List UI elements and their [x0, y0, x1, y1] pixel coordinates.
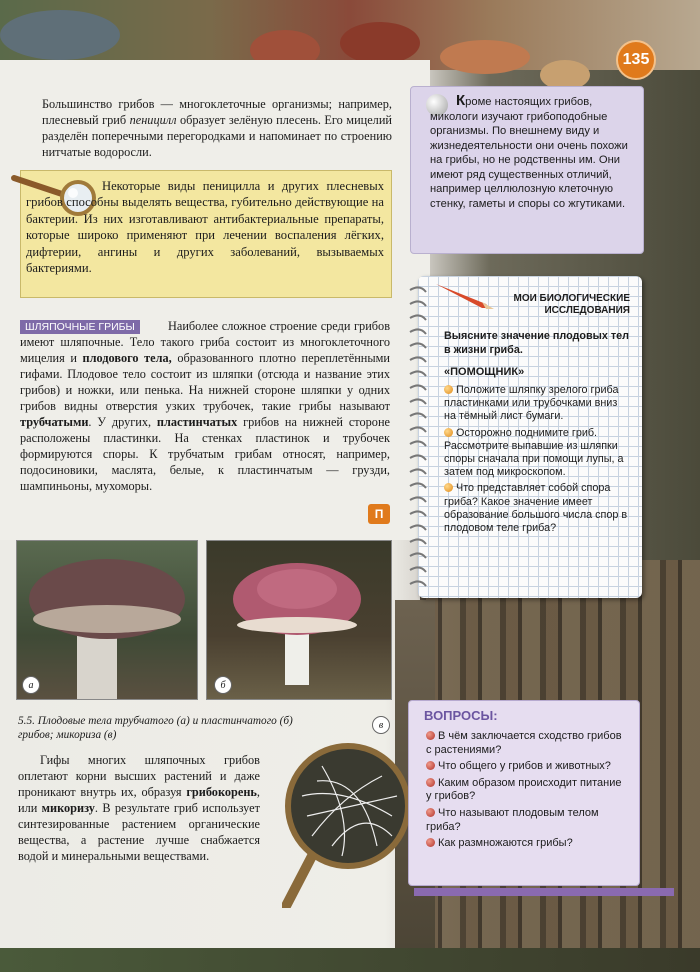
cap-text: образованного плотно переплетёнными гифами. Плодовое тело состоит из шляпки (отсюда и название этих грибов) и ножки, или пенька. На нижней стороне шляпки у одних грибов видны отверстия узких трубочек, такие грибы называют [20, 351, 390, 413]
decorative-bar [414, 888, 674, 896]
photo-label-a: а [22, 676, 40, 694]
myco-text: , или [18, 785, 260, 815]
question-text: Что общего у грибов и животных? [438, 760, 611, 773]
mushroom-decoration [440, 40, 530, 74]
sidebar-dropcap: К [456, 92, 466, 109]
page-number: 135 [616, 40, 656, 80]
step-text: Что представляет собой спора гриба? Какое значение имеет образование большого числа спор в плодовом теле гриба? [444, 482, 628, 535]
photo-label-c: в [372, 716, 390, 734]
step-text: Положите шляпку зрелого гриба пластинками или трубочками вниз на тёмный лист бумаги. [444, 384, 619, 423]
info-box-text: Некоторые виды пеницилла и других плесневых грибов способны выделять вещества, губительно действующие на бактерии. Из них изготавливают антибактериальные препараты, которые широко применяют при лечении воспаления лёгких, дифтерии, ангины и других заболеваний, вызываемых бактериями. [26, 179, 384, 276]
notebook-steps [444, 384, 632, 538]
cap-text-bold: трубчатыми [20, 415, 89, 429]
red-bullet-icon [426, 731, 435, 740]
notebook-step [444, 482, 632, 535]
intro-paragraph [42, 96, 392, 160]
orange-bullet-icon [444, 428, 453, 437]
sidebar-note-text [430, 94, 632, 211]
notebook-step [444, 427, 632, 480]
myco-text: Гифы многих шляпочных грибов оплетают корни высших растений и даже проникают внутрь их, образуя [18, 753, 260, 799]
plant-decoration [0, 10, 120, 60]
task-arrow-icon: П [368, 504, 390, 524]
bolete-illustration [17, 541, 197, 699]
notebook-step [444, 384, 632, 424]
red-bullet-icon [426, 838, 435, 847]
question-item [426, 760, 630, 774]
question-item [426, 807, 630, 834]
cap-mushrooms-paragraph [20, 318, 390, 494]
bottom-photo-strip [0, 948, 700, 972]
question-text: Каким образом происходит питание у грибов? [426, 776, 622, 803]
spiral-binding [408, 284, 428, 594]
cap-text: Наиболее сложное строение среди грибов имеют шляпочные. Тело такого гриба состоит из многоклеточного мицелия и [20, 319, 390, 365]
cap-text-bold: пластинчатых [156, 415, 238, 429]
intro-text: Большинство грибов — многоклеточные организмы; например, плесневый гриб [42, 97, 392, 127]
question-text: В чём заключается сходство грибов с растениями? [426, 730, 622, 756]
question-text: Что называют плодовым телом гриба? [426, 806, 599, 833]
red-bullet-icon [426, 778, 435, 787]
myco-text-bold: грибокорень [186, 785, 257, 799]
mushroom-decoration [340, 22, 420, 64]
questions-list [426, 730, 630, 854]
question-item [426, 837, 630, 851]
cap-text: грибов на нижней стороне расположены пластинки. На стенках пластинок и трубочек формируются споры. К трубчатым грибам относят, например, подосиновики, маслята, белые, к пластинчатым — грузди, шампиньоны, мухоморы. [20, 415, 390, 493]
mycorrhiza-magnifier-illustration [282, 736, 414, 908]
question-item [426, 777, 630, 804]
notebook-helper: «ПОМОЩНИК» [444, 366, 525, 378]
sidebar-text: роме настоящих грибов, микологи изучают грибоподобные организмы. По внешнему виду и жизнедеятельности они очень похожи на грибы, но не родственны им. Они имеют ряд существенных отличий, например целлюлозную клеточную стенку, гаметы и споры со жгутиками. [430, 96, 628, 210]
intro-text: образует зелёную плесень. Его мицелий разделён поперечными перегородками и напоминает по строению нитчатые водоросли. [42, 113, 392, 159]
question-item [426, 730, 630, 757]
russula-illustration [207, 541, 391, 699]
cap-text: . У других, [88, 415, 157, 429]
orange-bullet-icon [444, 483, 453, 492]
red-bullet-icon [426, 808, 435, 817]
questions-title: ВОПРОСЫ: [424, 708, 498, 723]
photo-label-b: б [214, 676, 232, 694]
notebook-title: МОИ БИОЛОГИЧЕСКИЕ ИССЛЕДОВАНИЯ [513, 293, 630, 316]
photo-tubular-mushroom [16, 540, 198, 700]
myco-text: . В результате гриб использует синтезированные растением органические вещества, а растение лучше снабжается водой и минеральными веществами. [18, 801, 261, 863]
question-text: Как размножаются грибы? [438, 837, 573, 850]
mycorrhiza-paragraph [18, 752, 260, 864]
photo-lamellar-mushroom [206, 540, 392, 700]
notebook-task: Выясните значение плодовых тел в жизни гриба. [444, 330, 629, 356]
cap-text-bold: плодового тела, [82, 351, 172, 365]
orange-bullet-icon [444, 385, 453, 394]
figure-caption: 5.5. Плодовые тела трубчатого (а) и пластинчатого (б) грибов; микориза (в) [18, 715, 293, 741]
myco-text-bold: микоризу [41, 801, 95, 815]
red-bullet-icon [426, 761, 435, 770]
step-text: Осторожно поднимите гриб. Рассмотрите выпавшие из шляпки споры сначала при помощи лупы, а затем под микроскопом. [444, 426, 624, 479]
section-label: ШЛЯПОЧНЫЕ ГРИБЫ [20, 320, 140, 334]
intro-italic: пеницилл [129, 113, 177, 127]
